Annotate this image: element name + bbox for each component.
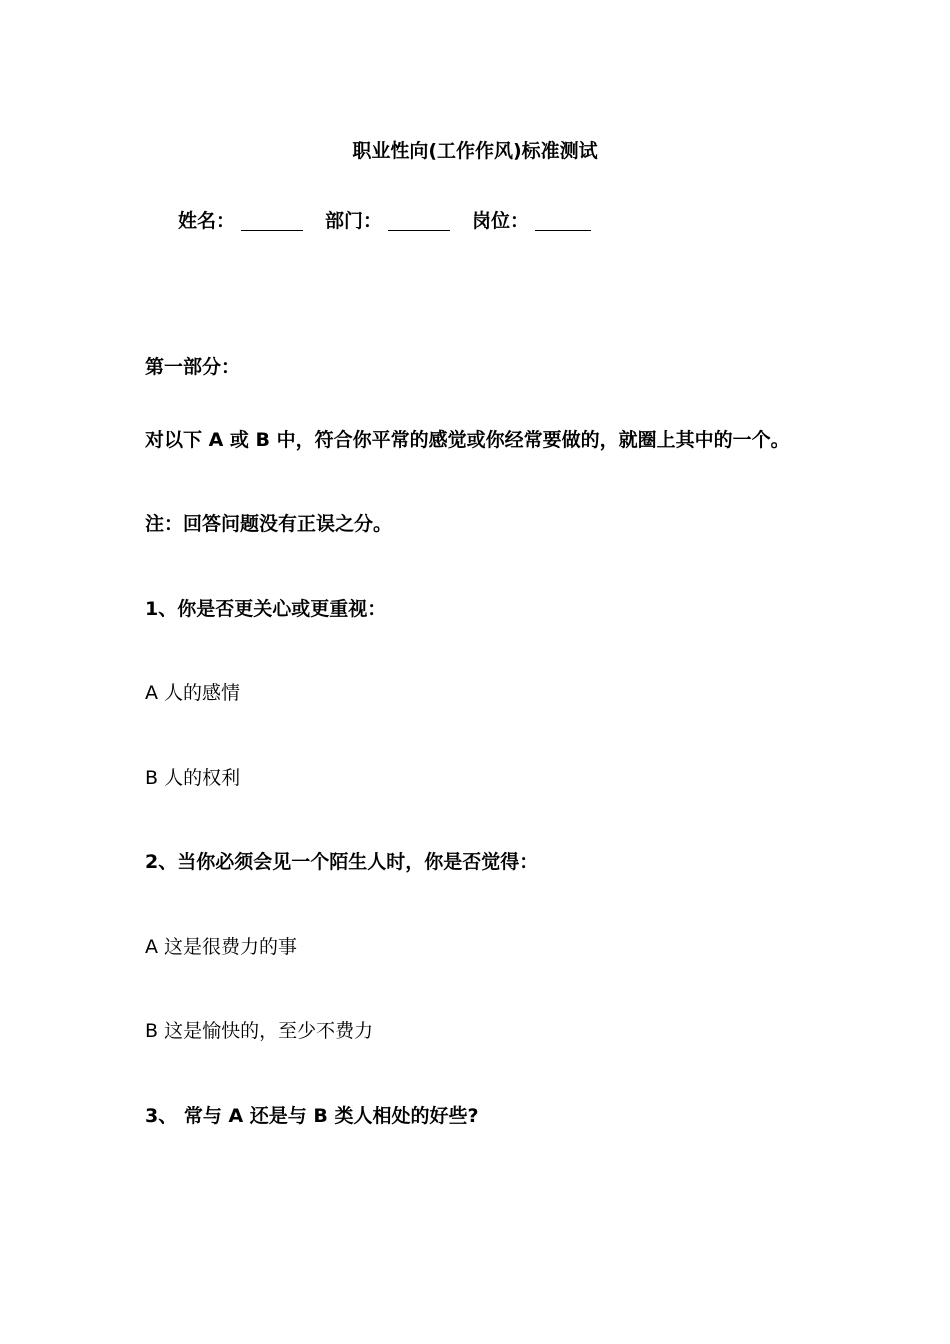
- position-blank: [535, 212, 591, 231]
- position-label: 岗位：: [472, 210, 530, 232]
- part-heading: 第一部分：: [145, 356, 241, 378]
- name-label: 姓名：: [178, 210, 236, 232]
- question-2: 2、当你必须会见一个陌生人时，你是否觉得：: [145, 851, 539, 873]
- department-field: [325, 212, 450, 231]
- note-text: 注：回答问题没有正误之分。: [145, 513, 393, 535]
- question-1-option-a: A 人的感情: [145, 682, 241, 704]
- instruction-text: 对以下 A 或 B 中，符合你平常的感觉或你经常要做的，就圈上其中的一个。: [145, 429, 790, 451]
- department-blank: [388, 212, 450, 231]
- name-blank: [241, 212, 303, 231]
- question-3: 3、 常与 A 还是与 B 类人相处的好些?: [145, 1105, 479, 1127]
- question-1: 1、你是否更关心或更重视：: [145, 598, 387, 620]
- document-title: 职业性向(工作作风)标准测试: [352, 140, 598, 162]
- department-label: 部门：: [325, 210, 383, 232]
- position-field: [472, 212, 591, 231]
- name-field: [178, 212, 303, 231]
- question-2-option-a: A 这是很费力的事: [145, 936, 298, 958]
- info-fields-row: [178, 212, 591, 231]
- question-2-option-b: B 这是愉快的，至少不费力: [145, 1020, 374, 1042]
- question-1-option-b: B 人的权利: [145, 767, 241, 789]
